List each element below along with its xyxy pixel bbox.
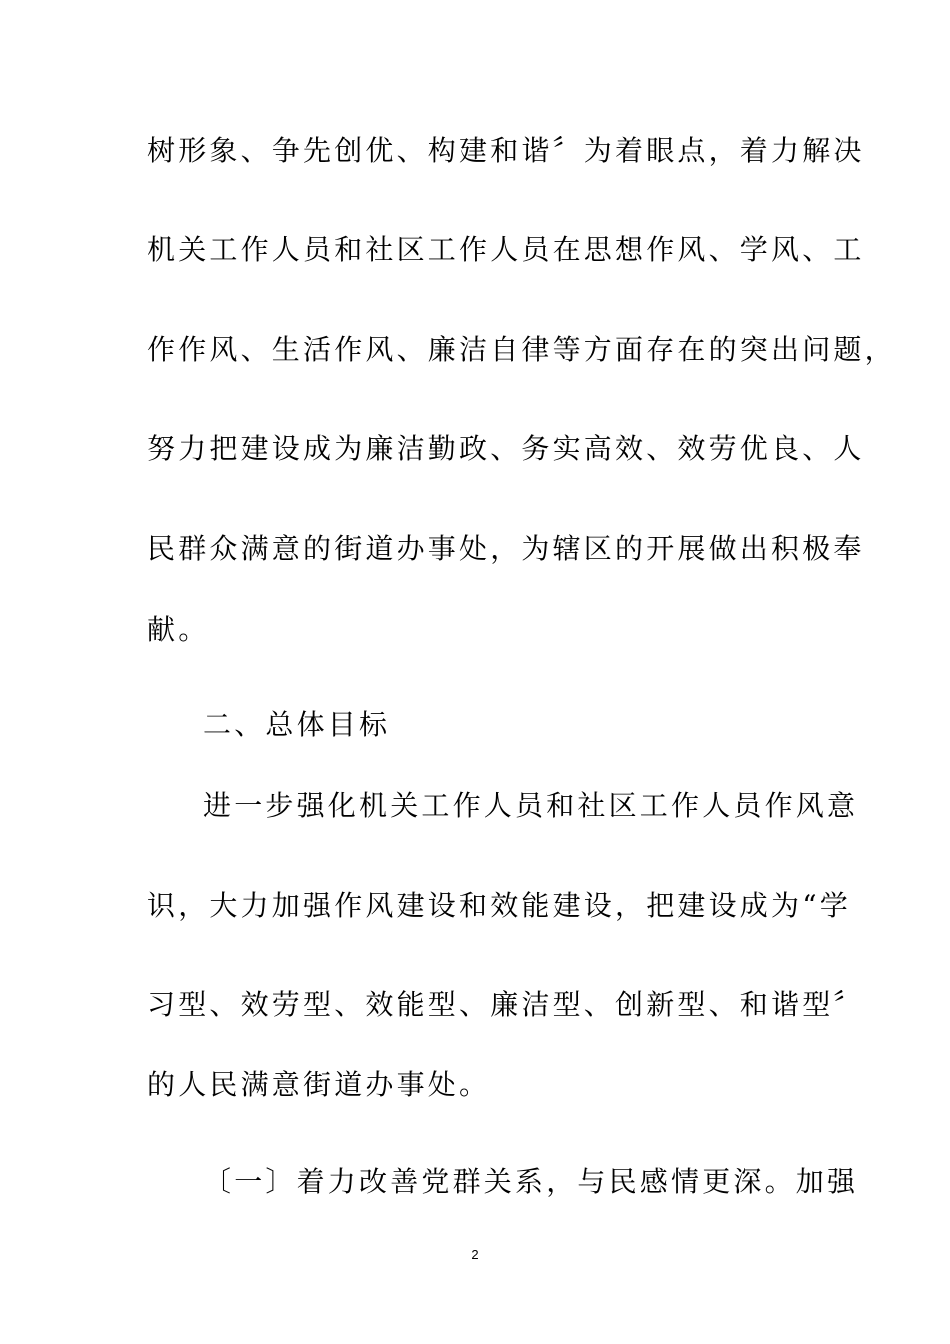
page-number: 2 xyxy=(471,1247,479,1262)
paragraph-line-3: 习型、效劳型、效能型、廉洁型、创新型、和谐型〞 xyxy=(147,988,865,1021)
paragraph-line-1: 进一步强化机关工作人员和社区工作人员作风意 xyxy=(203,789,859,822)
section-heading: 二、总体目标 xyxy=(203,708,391,741)
paragraph-line-4: 的人民满意街道办事处。 xyxy=(147,1068,491,1101)
body-line-1: 树形象、争先创优、构建和谐〞为着眼点，着力解决 xyxy=(147,134,865,167)
body-line-5: 民群众满意的街道办事处，为辖区的开展做出积极奉 xyxy=(147,532,865,565)
body-line-2: 机关工作人员和社区工作人员在思想作风、学风、工 xyxy=(147,233,865,266)
body-line-6: 献。 xyxy=(147,613,210,646)
sub-heading-line: 〔一〕着力改善党群关系，与民感情更深。加强 xyxy=(203,1165,859,1198)
paragraph-line-2: 识，大力加强作风建设和效能建设，把建设成为“学 xyxy=(147,889,851,922)
body-line-3: 作作风、生活作风、廉洁自律等方面存在的突出问题， xyxy=(147,333,896,366)
body-line-4: 努力把建设成为廉洁勤政、务实高效、效劳优良、人 xyxy=(147,432,865,465)
